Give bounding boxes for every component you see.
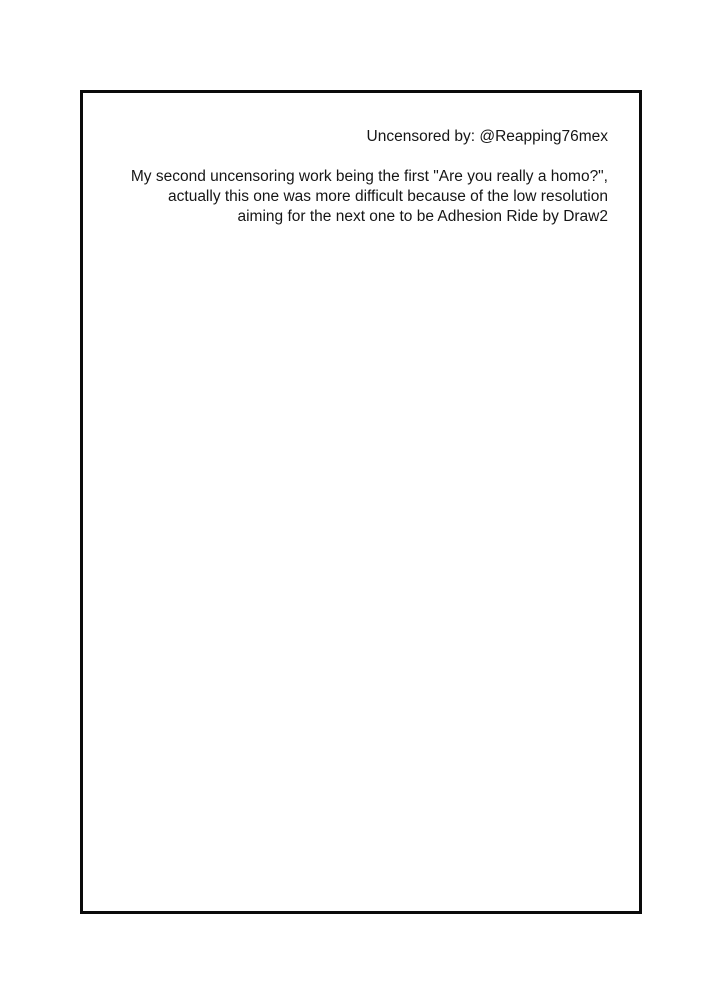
- note-line-2: actually this one was more difficult because of the low resolution: [168, 188, 608, 205]
- translator-note: [83, 167, 639, 227]
- note-line-3: aiming for the next one to be Adhesion Ride by Draw2: [237, 208, 608, 225]
- page-border-frame: [80, 90, 642, 914]
- uncensor-credit-line: Uncensored by: @Reapping76mex: [366, 128, 608, 145]
- note-line-1: My second uncensoring work being the first "Are you really a homo?",: [130, 168, 608, 185]
